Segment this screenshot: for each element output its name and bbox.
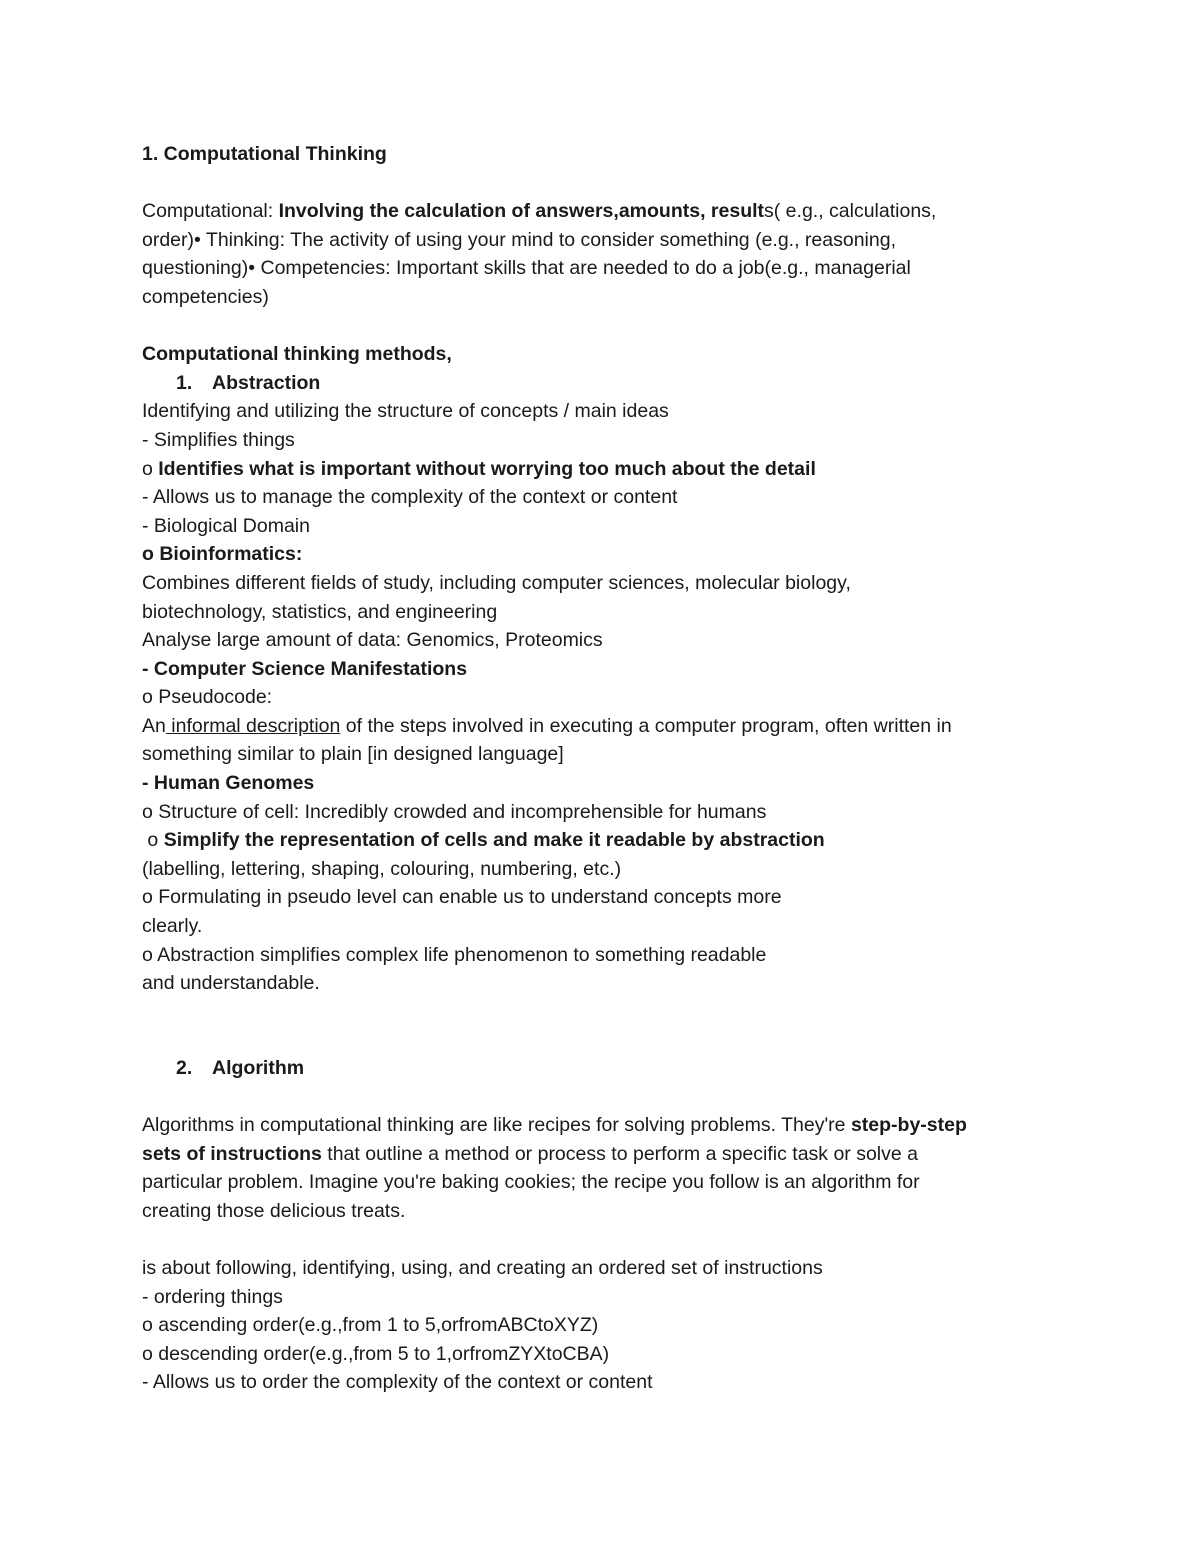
intro-paragraph bbox=[142, 197, 1082, 311]
methods-heading: Computational thinking methods, bbox=[142, 343, 452, 366]
intro-line-4: competencies) bbox=[142, 285, 269, 308]
text-line: o Formulating in pseudo level can enable us to understand concepts more bbox=[142, 886, 782, 909]
text-line: - Biological Domain bbox=[142, 514, 310, 537]
document-page bbox=[142, 140, 1082, 1397]
intro-line-3: questioning)• Competencies: Important skills that are needed to do a job(e.g., managerial bbox=[142, 257, 911, 280]
text-line: Combines different fields of study, including computer sciences, molecular biology, bbox=[142, 571, 851, 594]
underlined-term: informal description bbox=[165, 714, 341, 737]
text-line: o ascending order(e.g.,from 1 to 5,orfromABCtoXYZ) bbox=[142, 1314, 599, 1337]
text-line: o Abstraction simplifies complex life phenomenon to something readable bbox=[142, 943, 767, 966]
bioinformatics-heading: o Bioinformatics: bbox=[142, 543, 303, 566]
text-line: - Allows us to order the complexity of the context or content bbox=[142, 1371, 653, 1394]
human-genomes-heading: - Human Genomes bbox=[142, 772, 315, 795]
text-line: An informal description of the steps involved in executing a computer program, often written in bbox=[142, 714, 952, 737]
text-line: biotechnology, statistics, and engineering bbox=[142, 600, 498, 623]
intro-line-1: Computational: Involving the calculation of answers,amounts, results( e.g., calculations, bbox=[142, 200, 937, 223]
cs-manifestations-heading: - Computer Science Manifestations bbox=[142, 657, 468, 680]
section-1-title: 1. Computational Thinking bbox=[142, 143, 387, 165]
text-line: (labelling, lettering, shaping, colouring, numbering, etc.) bbox=[142, 857, 622, 880]
text-line: o Pseudocode: bbox=[142, 686, 273, 709]
intro-line-2: order)• Thinking: The activity of using your mind to consider something (e.g., reasoning, bbox=[142, 228, 896, 251]
text-line: - ordering things bbox=[142, 1285, 283, 1308]
algorithm-paragraph bbox=[142, 1111, 1082, 1225]
text-line: Identifying and utilizing the structure of concepts / main ideas bbox=[142, 400, 669, 423]
subheading-abstraction: 1. Abstraction bbox=[176, 371, 321, 394]
text-line: o descending order(e.g.,from 5 to 1,orfromZYXtoCBA) bbox=[142, 1342, 610, 1365]
subheading-algorithm: 2. Algorithm bbox=[176, 1056, 305, 1079]
text-line: clearly. bbox=[142, 915, 203, 938]
text-line: sets of instructions that outline a method or process to perform a specific task or solve a bbox=[142, 1142, 918, 1165]
text-line: particular problem. Imagine you're baking cookies; the recipe you follow is an algorithm for bbox=[142, 1171, 920, 1194]
text-line: and understandable. bbox=[142, 972, 320, 995]
text-line: Algorithms in computational thinking are like recipes for solving problems. They're step-by-step bbox=[142, 1114, 967, 1136]
text-line: - Allows us to manage the complexity of the context or content bbox=[142, 486, 678, 509]
text-line: o Structure of cell: Incredibly crowded and incomprehensible for humans bbox=[142, 800, 767, 823]
text-line: creating those delicious treats. bbox=[142, 1199, 406, 1222]
text-line: o Identifies what is important without worrying too much about the detail bbox=[142, 457, 816, 480]
text-line: is about following, identifying, using, and creating an ordered set of instructions bbox=[142, 1256, 823, 1279]
text-line: Analyse large amount of data: Genomics, Proteomics bbox=[142, 629, 603, 652]
text-line: something similar to plain [in designed language] bbox=[142, 743, 564, 766]
text-line: o Simplify the representation of cells and make it readable by abstraction bbox=[142, 829, 825, 852]
text-line: - Simplifies things bbox=[142, 428, 295, 451]
